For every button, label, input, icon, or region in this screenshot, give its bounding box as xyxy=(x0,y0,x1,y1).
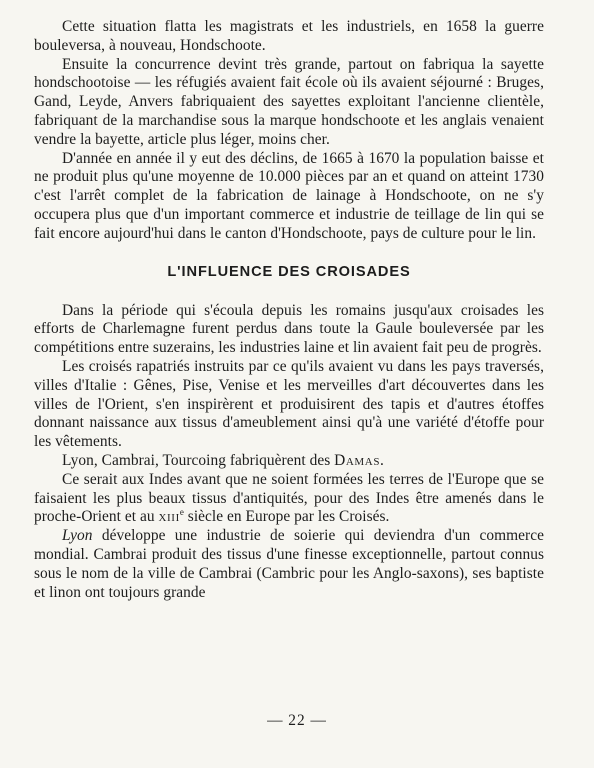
paragraph-lyon xyxy=(34,452,544,471)
final-rest: développe une industrie de soierie qui deviendra d'un commerce mondial. Cambrai produit des tissus d'une finesse exceptionnelle, partout connus sous le nom de la ville de Cambrai (Cambric pour les Anglo-saxons), ses baptiste et linon ont toujours grande xyxy=(34,527,544,601)
paragraph-5: Les croisés rapatriés instruits par ce qu'ils avaient vu dans les pays traversés, villes d'Italie : Gênes, Pise, Venise et les merveilles d'art découvertes dans les villes de l'Orient, s'en inspirèrent et produisirent des tapis et d'autres étoffes donnant naissance aux tissus d'ameublement ainsi qu'à une variété d'étoffe pour les vêtements. xyxy=(34,357,544,451)
page-content xyxy=(34,18,544,602)
paragraph-4: Dans la période qui s'écoula depuis les romains jusqu'aux croisades les efforts de Charlemagne furent perdus dans toute la Gaule bouleversée par les compétitions entre suzerains, les industries laine et lin avaient fait peu de progrès. xyxy=(34,301,544,357)
century-roman: xiii xyxy=(158,508,180,526)
paragraph-2: Ensuite la concurrence devint très grande, partout on fabriqua la sayette hondschootoise — les réfugiés avaient fait école où ils avaient séjourné : Bruges, Gand, Leyde, Anvers fabriquaient des sayettes exploitant l'ancienne clientèle, fabriquant de la marchandise sous la marque hondschoote et les anglais venaient vendre la bayette, article plus léger, moins cher. xyxy=(34,55,544,148)
indes-before: Ce serait aux Indes avant que ne soient formées les terres de l'Europe que se faisaient les plus beaux tissus d'antiquités, pour des Indes être amenés dans le proche-Orient et au xyxy=(34,470,544,526)
century-superscript: e xyxy=(179,507,184,518)
damas-emphasis: Damas xyxy=(334,451,381,469)
paragraph-1: Cette situation flatta les magistrats et les industriels, en 1658 la guerre bouleversa, à nouveau, Hondschoote. xyxy=(34,18,544,54)
lyon-prefix: Lyon, Cambrai, Tourcoing fabriquèrent des xyxy=(62,451,335,469)
final-italic-lyon: Lyon xyxy=(62,527,93,545)
paragraph-3: D'année en année il y eut des déclins, de 1665 à 1670 la population baisse et ne produit plus qu'une moyenne de 10.000 pièces par an et quand on atteint 1730 c'est l'arrêt complet de la fabrication de lainage à Hondschoote, on ne s'y occupera plus que d'un important commerce et industrie de teillage de lin qui se fait encore aujourd'hui dans le canton d'Hondschoote, pays de culture pour le lin. xyxy=(34,149,544,242)
indes-after: siècle en Europe par les Croisés. xyxy=(183,508,390,526)
paragraph-indes xyxy=(34,471,544,527)
page-number: — 22 — xyxy=(267,712,327,729)
lyon-suffix: . xyxy=(380,451,384,469)
section-title: L'INFLUENCE DES CROISADES xyxy=(167,263,411,280)
paragraph-final xyxy=(34,527,544,602)
